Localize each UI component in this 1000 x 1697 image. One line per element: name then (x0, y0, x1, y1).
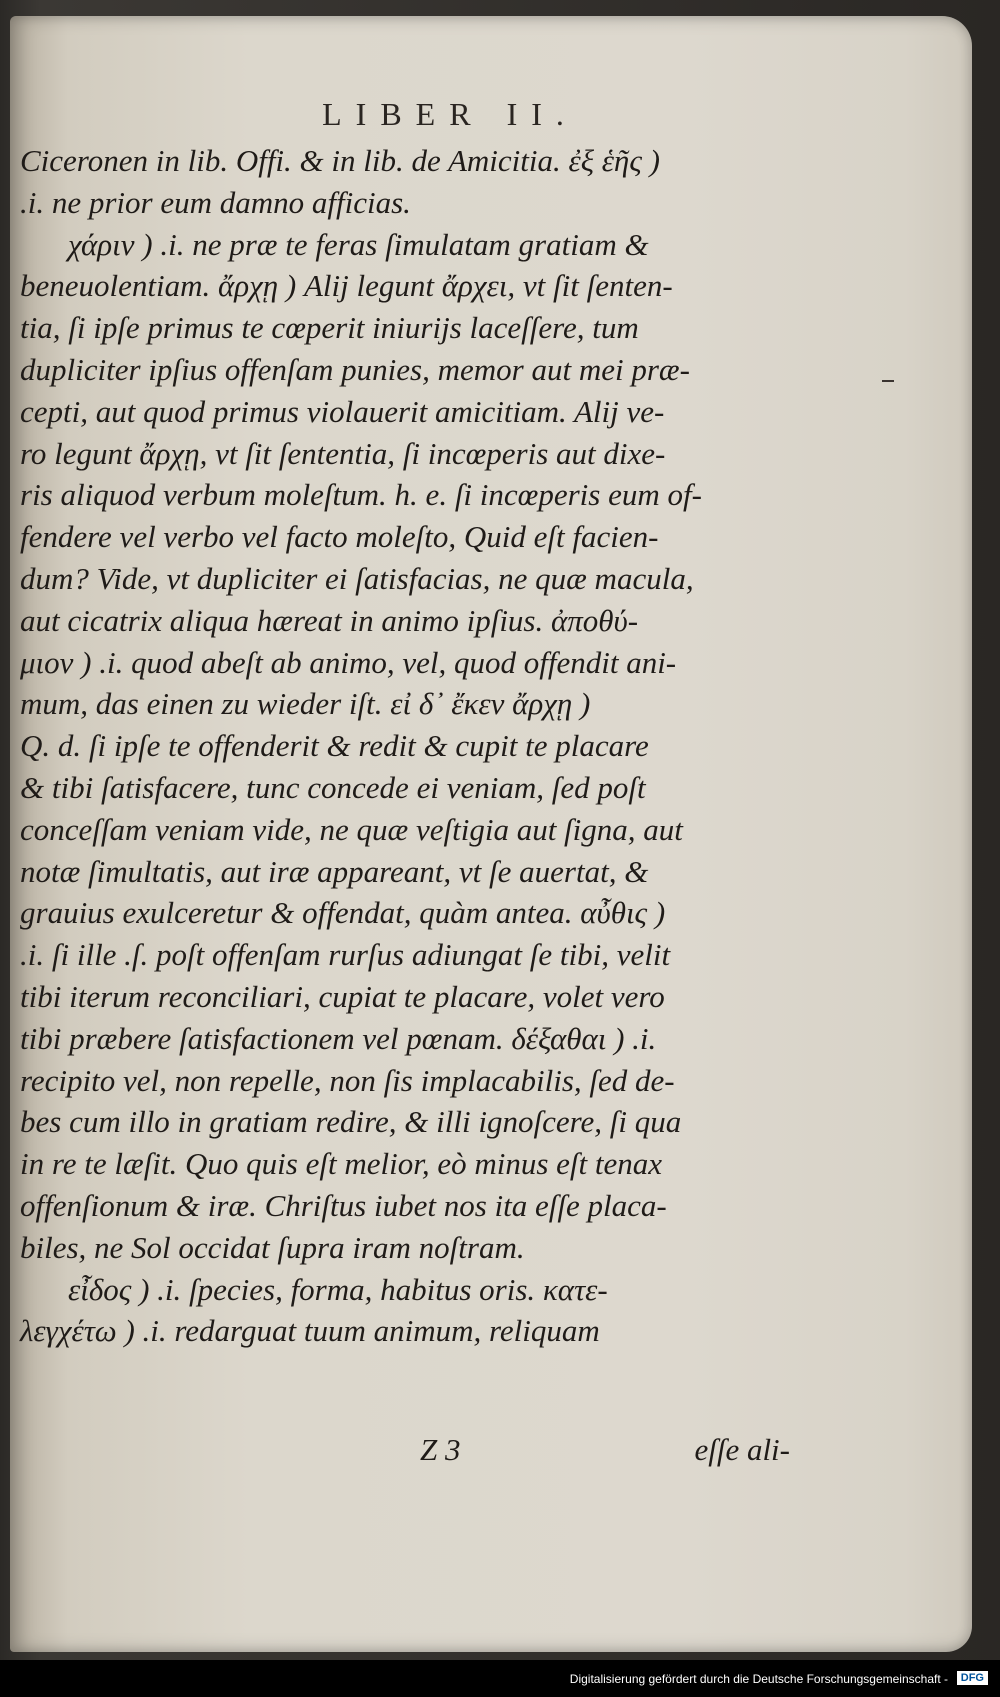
text-line: grauius exulceretur & offendat, quàm antea. αὖθις ) (20, 895, 666, 931)
text-line: χάριν ) .i. ne præ te feras ſimulatam gratiam & (68, 226, 649, 262)
text-line: beneuolentiam. ἄρχῃ ) Alij legunt ἄρχει, vt ſit ſenten- (20, 268, 673, 304)
text-line: cepti, aut quod primus violauerit amicitiam. Alij ve- (20, 393, 665, 429)
text-line: biles, ne Sol occidat ſupra iram noſtram. (20, 1229, 525, 1265)
text-line: & tibi ſatisfacere, tunc concede ei veniam, ſed poſt (20, 769, 646, 805)
signature-line (420, 1432, 790, 1474)
text-line: μιον ) .i. quod abeſt ab animo, vel, quod offendit ani- (20, 644, 677, 680)
catchword: eſſe ali- (694, 1432, 790, 1467)
text-line: fendere vel verbo vel facto moleſto, Quid eſt facien- (20, 519, 659, 555)
text-line: conceſſam veniam vide, ne quæ veſtigia aut ſigna, aut (20, 811, 683, 847)
text-block (20, 140, 790, 1352)
text-line: Ciceronen in lib. Offi. & in lib. de Amicitia. ἐξ ἑῆς ) (20, 143, 660, 178)
text-line: .i. ne prior eum damno afficias. (20, 184, 411, 220)
text-line: bes cum illo in gratiam redire, & illi ignoſcere, ſi qua (20, 1104, 682, 1140)
text-line: .i. ſi ille .ſ. poſt offenſam rurſus adiungat ſe tibi, velit (20, 937, 671, 973)
text-line: notæ ſimultatis, aut iræ appareant, vt ſe auertat, & (20, 853, 649, 889)
text-line: recipito vel, non repelle, non ſis implacabilis, ſed de- (20, 1062, 675, 1098)
text-line: tibi præbere ſatisfactionem vel pœnam. δέξαθαι ) .i. (20, 1020, 657, 1056)
signature-mark: Z 3 (420, 1432, 461, 1467)
text-line: tia, ſi ipſe primus te cœperit iniurijs laceſſere, tum (20, 310, 639, 346)
text-line: dum? Vide, vt dupliciter ei ſatisfacias, ne quæ macula, (20, 560, 694, 596)
text-line: mum, das einen zu wieder iſt. εἰ δ᾽ ἔκεν ἄρχῃ ) (20, 686, 591, 722)
text-line: offenſionum & iræ. Chriſtus iubet nos ita eſſe placa- (20, 1187, 667, 1223)
text-line: Q. d. ſi ipſe te offenderit & redit & cupit te placare (20, 728, 649, 764)
text-line: aut cicatrix aliqua hæreat in animo ipſius. ἀποθύ- (20, 602, 639, 638)
text-line: ro legunt ἄρχῃ, vt ſit ſententia, ſi incœperis aut dixe- (20, 435, 666, 471)
running-head: LIBER II. (322, 96, 578, 132)
dfg-logo: DFG (957, 1671, 988, 1685)
text-line: tibi iterum reconciliari, cupiat te placare, volet vero (20, 978, 665, 1014)
text-line: ris aliquod verbum moleſtum. h. e. ſi incœperis eum of- (20, 477, 702, 513)
footer-credit: Digitalisierung gefördert durch die Deutsche Forschungsgemeinschaft - (569, 1672, 948, 1686)
text-line: dupliciter ipſius offenſam punies, memor aut mei præ- (20, 351, 690, 387)
text-line: εἶδος ) .i. ſpecies, forma, habitus oris. κατε- (68, 1271, 608, 1307)
text-line: in re te læſit. Quo quis eſt melior, eò minus eſt tenax (20, 1146, 663, 1182)
margin-mark (882, 380, 894, 382)
text-line: λεγχέτω ) .i. redarguat tuum animum, reliquam (20, 1313, 600, 1349)
